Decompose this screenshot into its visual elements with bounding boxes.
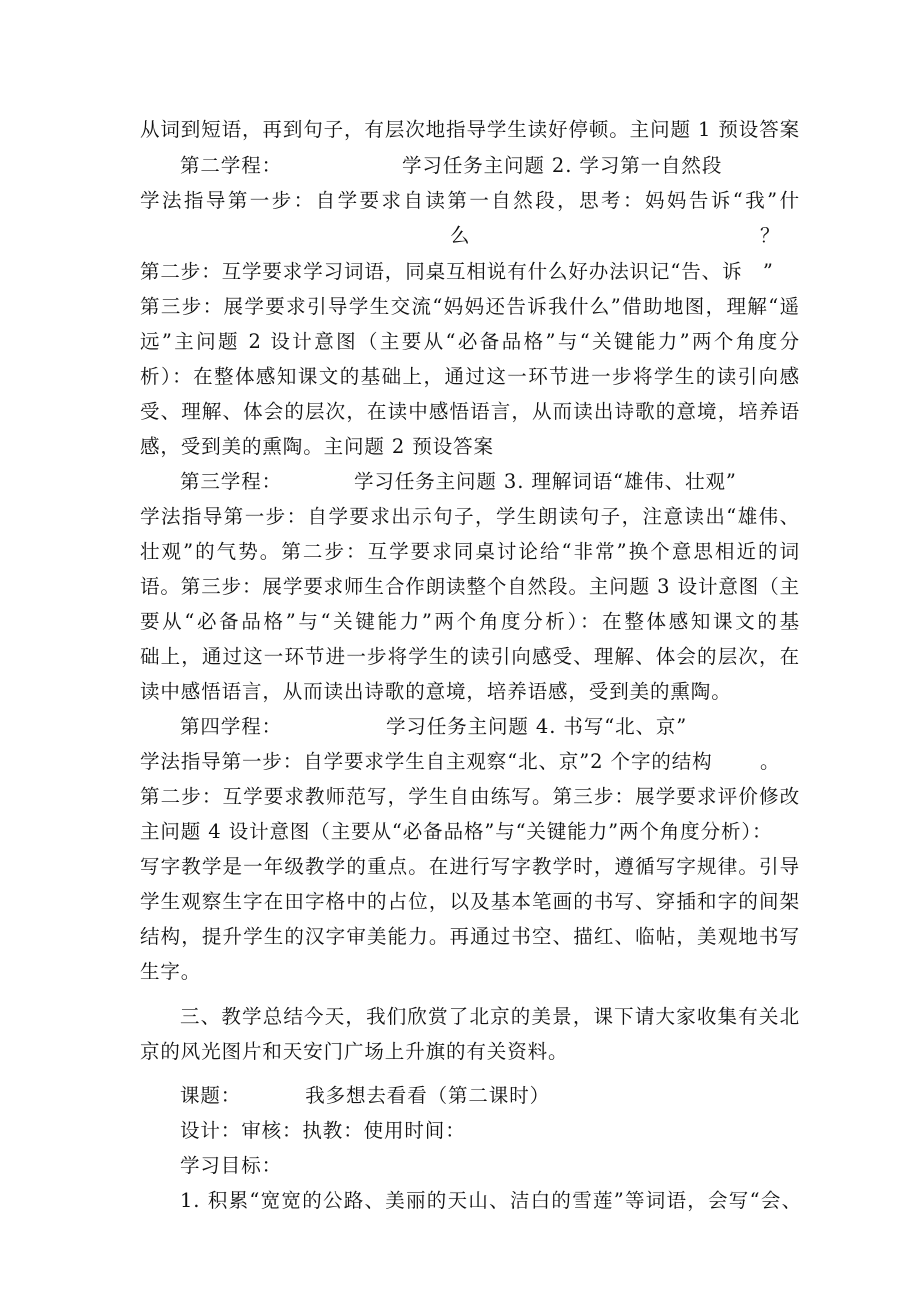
text-line: 读中感悟语言，从而读出诗歌的意境，培养语感，受到美的熏陶。 (140, 680, 732, 703)
text-line: 学生观察生字在田字格中的占位，以及基本笔画的书写、穿插和字的间架 (140, 890, 800, 913)
section-label: 第二学程： (180, 154, 283, 177)
section-heading-3 (180, 470, 800, 494)
section-task: 学习任务主问题 3. 理解词语“雄伟、壮观” (354, 470, 737, 493)
lesson-title-value: 我多想去看看（第二课时） (305, 1084, 551, 1107)
text-line-split (140, 750, 800, 774)
text-line: 学法指导第一步：自学要求出示句子，学生朗读句子，注意读出“雄伟、 (140, 505, 800, 528)
text-line: 感，受到美的熏陶。主问题 2 预设答案 (140, 435, 494, 458)
text-line: 第二步：互学要求教师范写，学生自由练写。第三步：展学要求评价修改 (140, 785, 800, 808)
text-line: 语。第三步：展学要求师生合作朗读整个自然段。主问题 3 设计意图（主 (140, 575, 800, 598)
design-meta: 设计：审核：执教：使用时间： (180, 1119, 466, 1142)
text-line: 远”主问题 2 设计意图（主要从“必备品格”与“关键能力”两个角度分 (140, 330, 800, 353)
section-heading-2 (180, 154, 800, 178)
text-line: 要从“必备品格”与“关键能力”两个角度分析）：在整体感知课文的基 (140, 610, 800, 633)
text-line: 壮观”的气势。第二步：互学要求同桌讨论给“非常”换个意思相近的词 (140, 540, 800, 563)
text-line: 写字教学是一年级教学的重点。在进行写字教学时，遵循写字规律。引导 (140, 855, 800, 878)
text-line: 析）：在整体感知课文的基础上，通过这一环节进一步将学生的读引向感 (140, 365, 800, 388)
section-task: 学习任务主问题 2. 学习第一自然段 (402, 154, 723, 177)
section-label: 第三学程： (180, 470, 283, 493)
text-fragment: 。 (760, 750, 781, 773)
summary-line: 京的风光图片和天安门广场上升旗的有关资料。 (140, 1040, 569, 1063)
section-task: 学习任务主问题 4. 书写“北、京” (386, 715, 688, 738)
lesson-title (180, 1084, 800, 1108)
text-line: 结构，提升学生的汉字审美能力。再通过书空、描红、临帖，美观地书写 (140, 925, 800, 948)
text-fragment: 学法指导第一步：自学要求学生自主观察“北、京”2 个字的结构 (140, 750, 713, 773)
objective-item: 1. 积累“宽宽的公路、美丽的天山、洁白的雪莲”等词语，会写“会、 (180, 1189, 802, 1212)
lesson-title-label: 课题： (180, 1084, 242, 1107)
text-line: 生字。 (140, 960, 202, 983)
section-label: 第四学程： (180, 715, 283, 738)
summary-line: 三、教学总结今天，我们欣赏了北京的美景，课下请大家收集有关北 (180, 1005, 800, 1028)
text-fragment: ？ (760, 224, 781, 247)
text-fragment: 么 (450, 224, 471, 247)
objectives-heading: 学习目标： (180, 1154, 283, 1177)
section-heading-4 (180, 715, 800, 739)
text-line: 础上，通过这一环节进一步将学生的读引向感受、理解、体会的层次，在 (140, 645, 800, 668)
text-line: 第二步：互学要求学习词语，同桌互相说有什么好办法识记“告、诉 ” (140, 260, 774, 283)
text-line: 第三步：展学要求引导学生交流“妈妈还告诉我什么”借助地图，理解“遥 (140, 295, 800, 318)
text-line: 受、理解、体会的层次，在读中感悟语言，从而读出诗歌的意境，培养语 (140, 400, 800, 423)
text-line: 学法指导第一步：自学要求自读第一自然段，思考：妈妈告诉“我”什 (140, 189, 800, 212)
text-line: 从词到短语，再到句子，有层次地指导学生读好停顿。主问题 1 预设答案 (140, 118, 800, 141)
text-line: 主问题 4 设计意图（主要从“必备品格”与“关键能力”两个角度分析）： (140, 820, 773, 843)
